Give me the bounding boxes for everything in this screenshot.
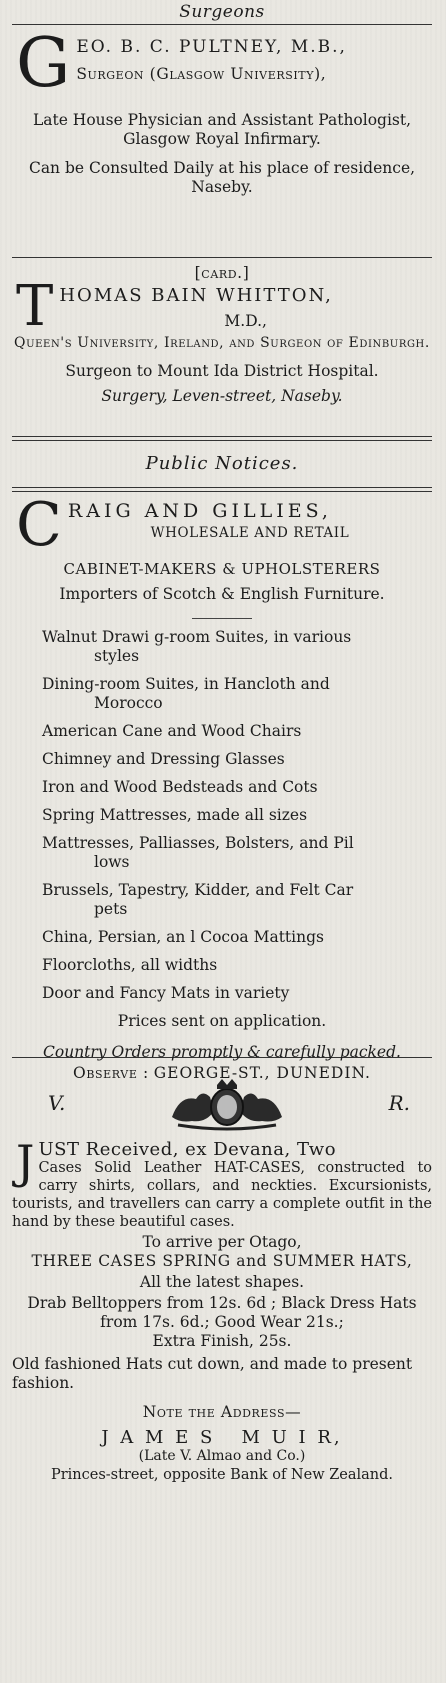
public-notices-heading: Public Notices. bbox=[145, 453, 299, 474]
firm-trade: CABINET-MAKERS & UPHOLSTERERS bbox=[63, 560, 381, 578]
firm-importers: Importers of Scotch & English Furniture. bbox=[59, 585, 385, 603]
surgeon-name: HOMAS BAIN WHITTON, bbox=[59, 285, 333, 306]
country-orders: Country Orders promptly & carefully packed. bbox=[43, 1043, 401, 1061]
surgeon-experience: Late House Physician and Assistant Pathologist, Glasgow Royal Infirmary. bbox=[32, 111, 412, 148]
surgeon-qualification: Queen's University, Ireland, and Surgeon of Edinburgh. bbox=[14, 335, 430, 351]
drop-cap: T bbox=[16, 274, 54, 339]
three-cases: THREE CASES SPRING and SUMMER HATS, bbox=[31, 1252, 413, 1270]
drop-cap: C bbox=[16, 490, 62, 560]
proprietor-name: J A M E S M U I R, bbox=[101, 1427, 343, 1448]
surgeon-position: Surgeon to Mount Ida District Hospital. bbox=[65, 362, 379, 380]
firm-name: RAIG AND GILLIES, bbox=[67, 500, 332, 522]
hat-prices: Drab Belltoppers from 12s. 6d ; Black Dress Hats from 17s. 6d.; Good Wear 21s.; bbox=[27, 1294, 417, 1331]
furniture-list bbox=[12, 628, 432, 1003]
drop-cap: G bbox=[16, 24, 71, 103]
craig-gillies-advertisement bbox=[12, 490, 432, 1082]
surgery-address: Surgery, Leven-street, Naseby. bbox=[101, 387, 343, 405]
card-label: [card.] bbox=[194, 264, 250, 282]
crest-left-letter: V. bbox=[48, 1091, 66, 1115]
address-note: Note the Address— bbox=[142, 1403, 302, 1421]
list-item: Mattresses, Palliasses, Bolsters, and Pil lows bbox=[42, 834, 354, 871]
shop-address: Princes-street, opposite Bank of New Zealand. bbox=[50, 1467, 394, 1483]
firm-subtitle: WHOLESALE AND RETAIL bbox=[150, 525, 350, 541]
surgeon-qualification: Surgeon (Glasgow University), bbox=[76, 65, 327, 83]
list-item: Spring Mattresses, made all sizes bbox=[42, 806, 308, 824]
latest-shapes: All the latest shapes. bbox=[139, 1273, 305, 1291]
surgeon-name: EO. B. C. PULTNEY, M.B., bbox=[76, 37, 347, 57]
surgeon-consult: Can be Consulted Daily at his place of residence, Naseby. bbox=[28, 159, 416, 196]
crest-right-letter: R. bbox=[388, 1091, 410, 1115]
list-item: Dining-room Suites, in Hancloth and Morocco bbox=[42, 675, 330, 712]
proprietor-late: (Late V. Almao and Co.) bbox=[138, 1448, 306, 1464]
extra-finish: Extra Finish, 25s. bbox=[152, 1332, 292, 1350]
surgeon-degree: M.D., bbox=[224, 312, 267, 330]
royal-crest-icon bbox=[162, 1075, 292, 1131]
list-item: Brussels, Tapestry, Kidder, and Felt Car pets bbox=[42, 881, 354, 918]
arrive-note: To arrive per Otago, bbox=[142, 1233, 302, 1251]
list-item: Walnut Drawi g-room Suites, in various styles bbox=[42, 628, 352, 665]
list-item: Iron and Wood Bedsteads and Cots bbox=[42, 778, 318, 796]
observe-address: GEORGE-ST., DUNEDIN. bbox=[153, 1064, 371, 1082]
list-item: China, Persian, an l Cocoa Mattings bbox=[42, 928, 324, 946]
lead-line: UST Received, ex Devana, Two bbox=[38, 1139, 337, 1160]
list-item: American Cane and Wood Chairs bbox=[42, 722, 302, 740]
prices-note: Prices sent on application. bbox=[117, 1012, 327, 1030]
observe-label: Observe : bbox=[73, 1064, 149, 1082]
short-divider bbox=[192, 618, 252, 619]
hat-cases-description: Cases Solid Leather HAT-CASES, constructed to carry shirts, collars, and neckties. Excursionists, tourists, and travellers can carry a complete outfit in the hand by these beautiful cases. bbox=[12, 1160, 432, 1230]
list-item: Door and Fancy Mats in variety bbox=[42, 984, 290, 1002]
section-title: Surgeons bbox=[179, 2, 265, 22]
list-item: Chimney and Dressing Glasses bbox=[42, 750, 285, 768]
old-hats-note: Old fashioned Hats cut down, and made to present fashion. bbox=[12, 1355, 413, 1392]
whitton-advertisement bbox=[12, 258, 432, 436]
muir-advertisement bbox=[12, 1072, 432, 1660]
drop-cap: J bbox=[16, 1135, 35, 1189]
list-item: Floorcloths, all widths bbox=[42, 956, 218, 974]
pulteney-advertisement bbox=[12, 25, 432, 257]
